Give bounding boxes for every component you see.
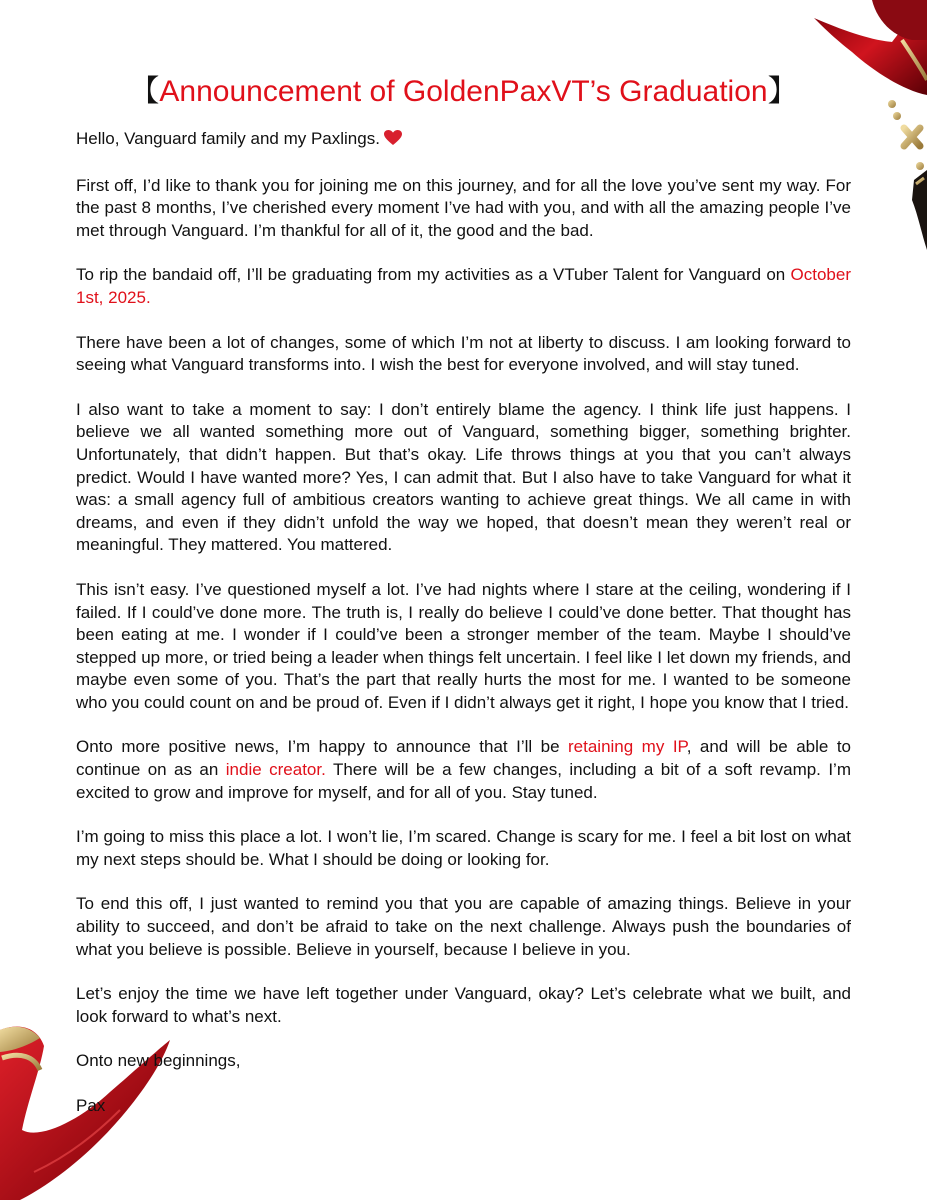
paragraph-thanks: First off, I’d like to thank you for joining me on this journey, and for all the love you’ve sent my way. For the past 8 months, I’ve cherished every moment I’ve had with you, and with all the amazing people I’ve met through Vanguard. I’m thankful for all of it, the good and the bad. xyxy=(76,175,851,240)
closing-line: Onto new beginnings, xyxy=(76,1051,241,1071)
positive-news-text-a: Onto more positive news, I’m happy to announce that I’ll be xyxy=(76,737,568,757)
paragraph-positive-news xyxy=(76,736,851,804)
title-open-bracket: 【 xyxy=(129,75,160,108)
paragraph-changes: There have been a lot of changes, some of which I’m not at liberty to discuss. I am looking forward to seeing what Vanguard transforms into. I wish the best for everyone involved, and will stay tuned. xyxy=(76,332,851,375)
indie-creator-highlight: indie creator. xyxy=(225,760,326,780)
retaining-ip-highlight: retaining my IP xyxy=(568,737,687,757)
paragraph-reflection: This isn’t easy. I’ve questioned myself a lot. I’ve had nights where I stare at the ceiling, wondering if I failed. If I could’ve done more. The truth is, I really do believe I could’ve done better. That thought has been eating at me. I wonder if I could’ve been a stronger member of the team. Maybe I should’ve stepped up more, or tried being a leader when things felt uncertain. I feel like I let down my friends, and maybe even some of you. That’s the part that really hurts the most for me. I wanted to be someone who you could count on and be proud of. Even if I didn’t always get it right, I hope you know that I tried. xyxy=(76,579,851,712)
page-title xyxy=(0,72,927,112)
paragraph-miss: I’m going to miss this place a lot. I won’t lie, I’m scared. Change is scary for me. I feel a bit lost on what my next steps should be. What I should be doing or looking for. xyxy=(76,827,851,869)
heart-icon xyxy=(384,130,402,153)
graduation-date: October 1st, 2025. xyxy=(76,265,851,307)
greeting-paragraph xyxy=(76,128,851,153)
positive-news-text-b: , and will be able to continue on as an xyxy=(76,737,851,780)
signature: Pax xyxy=(76,1096,106,1115)
paragraph-encouragement: To end this off, I just wanted to remind you that you are capable of amazing things. Believe in your ability to succeed, and don’t be afraid to take on the next challenge. Always push the boundaries of what you believe is possible. Believe in yourself, because I believe in you. xyxy=(76,894,851,959)
paragraph-graduation xyxy=(76,264,851,309)
paragraph-celebrate: Let’s enjoy the time we have left together under Vanguard, okay? Let’s celebrate what we built, and look forward to what’s next. xyxy=(76,984,851,1026)
paragraph-agency: I also want to take a moment to say: I don’t entirely blame the agency. I think life just happens. I believe we all wanted something more out of Vanguard, something bigger, something brighter. Unfortunately, that didn’t happen. But that’s okay. Life throws things at you that you can’t always predict. Would I have wanted more? Yes, I can admit that. But I also have to take Vanguard for what it was: a small agency full of ambitious creators wanting to achieve great things. We all came in with dreams, and even if they didn’t unfold the way we hoped, that doesn’t mean they weren’t real or meaningful. They mattered. You mattered. xyxy=(76,399,851,555)
greeting-text: Hello, Vanguard family and my Paxlings. xyxy=(76,129,380,148)
positive-news-text-c: There will be a few changes, including a bit of a soft revamp. I’m excited to grow and improve for myself, and for all of you. Stay tuned. xyxy=(76,760,851,802)
title-text: Announcement of GoldenPaxVT’s Graduation xyxy=(159,75,768,108)
graduation-text: To rip the bandaid off, I’ll be graduating from my activities as a VTuber Talent for Vanguard on xyxy=(76,265,791,285)
title-close-bracket: 】 xyxy=(767,75,798,108)
letter-body xyxy=(76,128,851,1140)
